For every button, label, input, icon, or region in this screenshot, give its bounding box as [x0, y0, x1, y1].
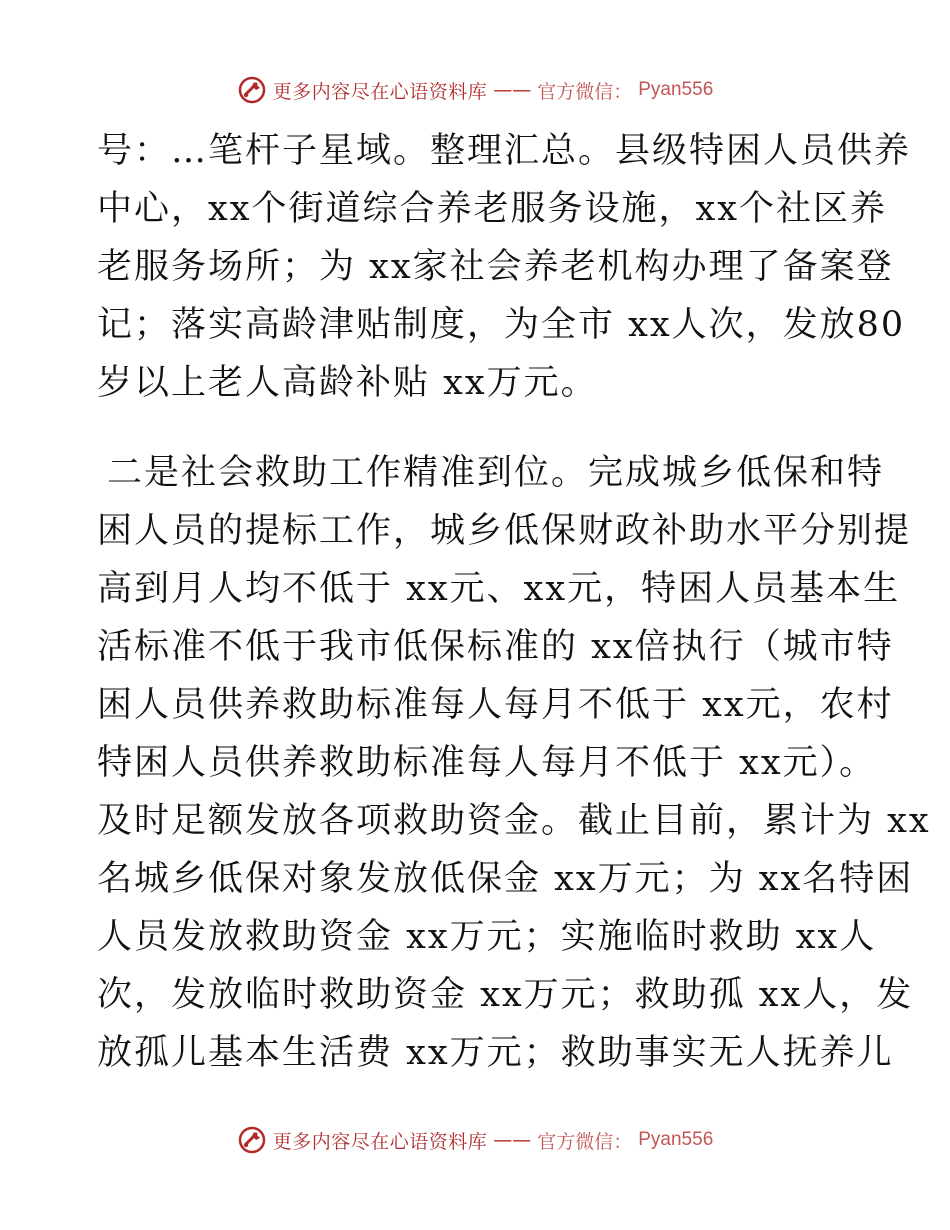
text-line: 老服务场所；为 xx家社会养老机构办理了备案登 — [97, 247, 894, 287]
text-line: 放孤儿基本生活费 xx万元；救助事实无人抚养儿 — [97, 1033, 894, 1073]
banner-separator: —— — [493, 1129, 532, 1151]
banner-wechat-id: Pyan556 — [638, 79, 714, 100]
document-body — [97, 122, 931, 1082]
text-line: 特困人员供养救助标准每人每月不低于 xx元）。 — [97, 743, 877, 783]
text-line: 次，发放临时救助资金 xx万元；救助孤 xx人，发 — [97, 975, 914, 1015]
paragraph-1 — [97, 122, 912, 412]
text-line: 困人员供养救助标准每人每月不低于 xx元，农村 — [97, 685, 894, 725]
text-line: 岁以上老人高龄补贴 xx万元。 — [97, 363, 598, 403]
paragraph-2 — [97, 444, 931, 1082]
text-line: 中心，xx个街道综合养老服务设施，xx个社区养 — [97, 189, 887, 229]
text-line: 记；落实高龄津贴制度，为全市 xx人次，发放80 — [97, 305, 906, 345]
text-line: 活标准不低于我市低保标准的 xx倍执行（城市特 — [97, 627, 894, 667]
banner-title: 更多内容尽在心语资料库 — [272, 1130, 488, 1153]
text-line: 高到月人均不低于 xx元、xx元，特困人员基本生 — [97, 569, 901, 609]
banner-title: 更多内容尽在心语资料库 — [272, 80, 488, 103]
text-line: 人员发放救助资金 xx万元；实施临时救助 xx人 — [97, 917, 877, 957]
text-line: 二是社会救助工作精准到位。完成城乡低保和特 — [107, 453, 885, 493]
text-line: 号：…笔杆子星域。整理汇总。县级特困人员供养 — [97, 131, 912, 171]
brush-logo-icon — [237, 1125, 267, 1155]
text-line: 名城乡低保对象发放低保金 xx万元；为 xx名特困 — [97, 859, 914, 899]
footer-banner — [0, 1120, 950, 1160]
banner-wechat-label: 官方微信： — [537, 80, 633, 103]
banner-wechat-id: Pyan556 — [638, 1129, 714, 1150]
paragraph-gap — [97, 412, 857, 444]
banner-separator: —— — [493, 79, 532, 101]
header-banner — [0, 70, 950, 110]
text-line: 困人员的提标工作，城乡低保财政补助水平分别提 — [97, 511, 912, 551]
brush-logo-icon — [237, 75, 267, 105]
text-line: 及时足额发放各项救助资金。截止目前，累计为 xx — [97, 801, 931, 841]
banner-wechat-label: 官方微信： — [537, 1130, 633, 1153]
